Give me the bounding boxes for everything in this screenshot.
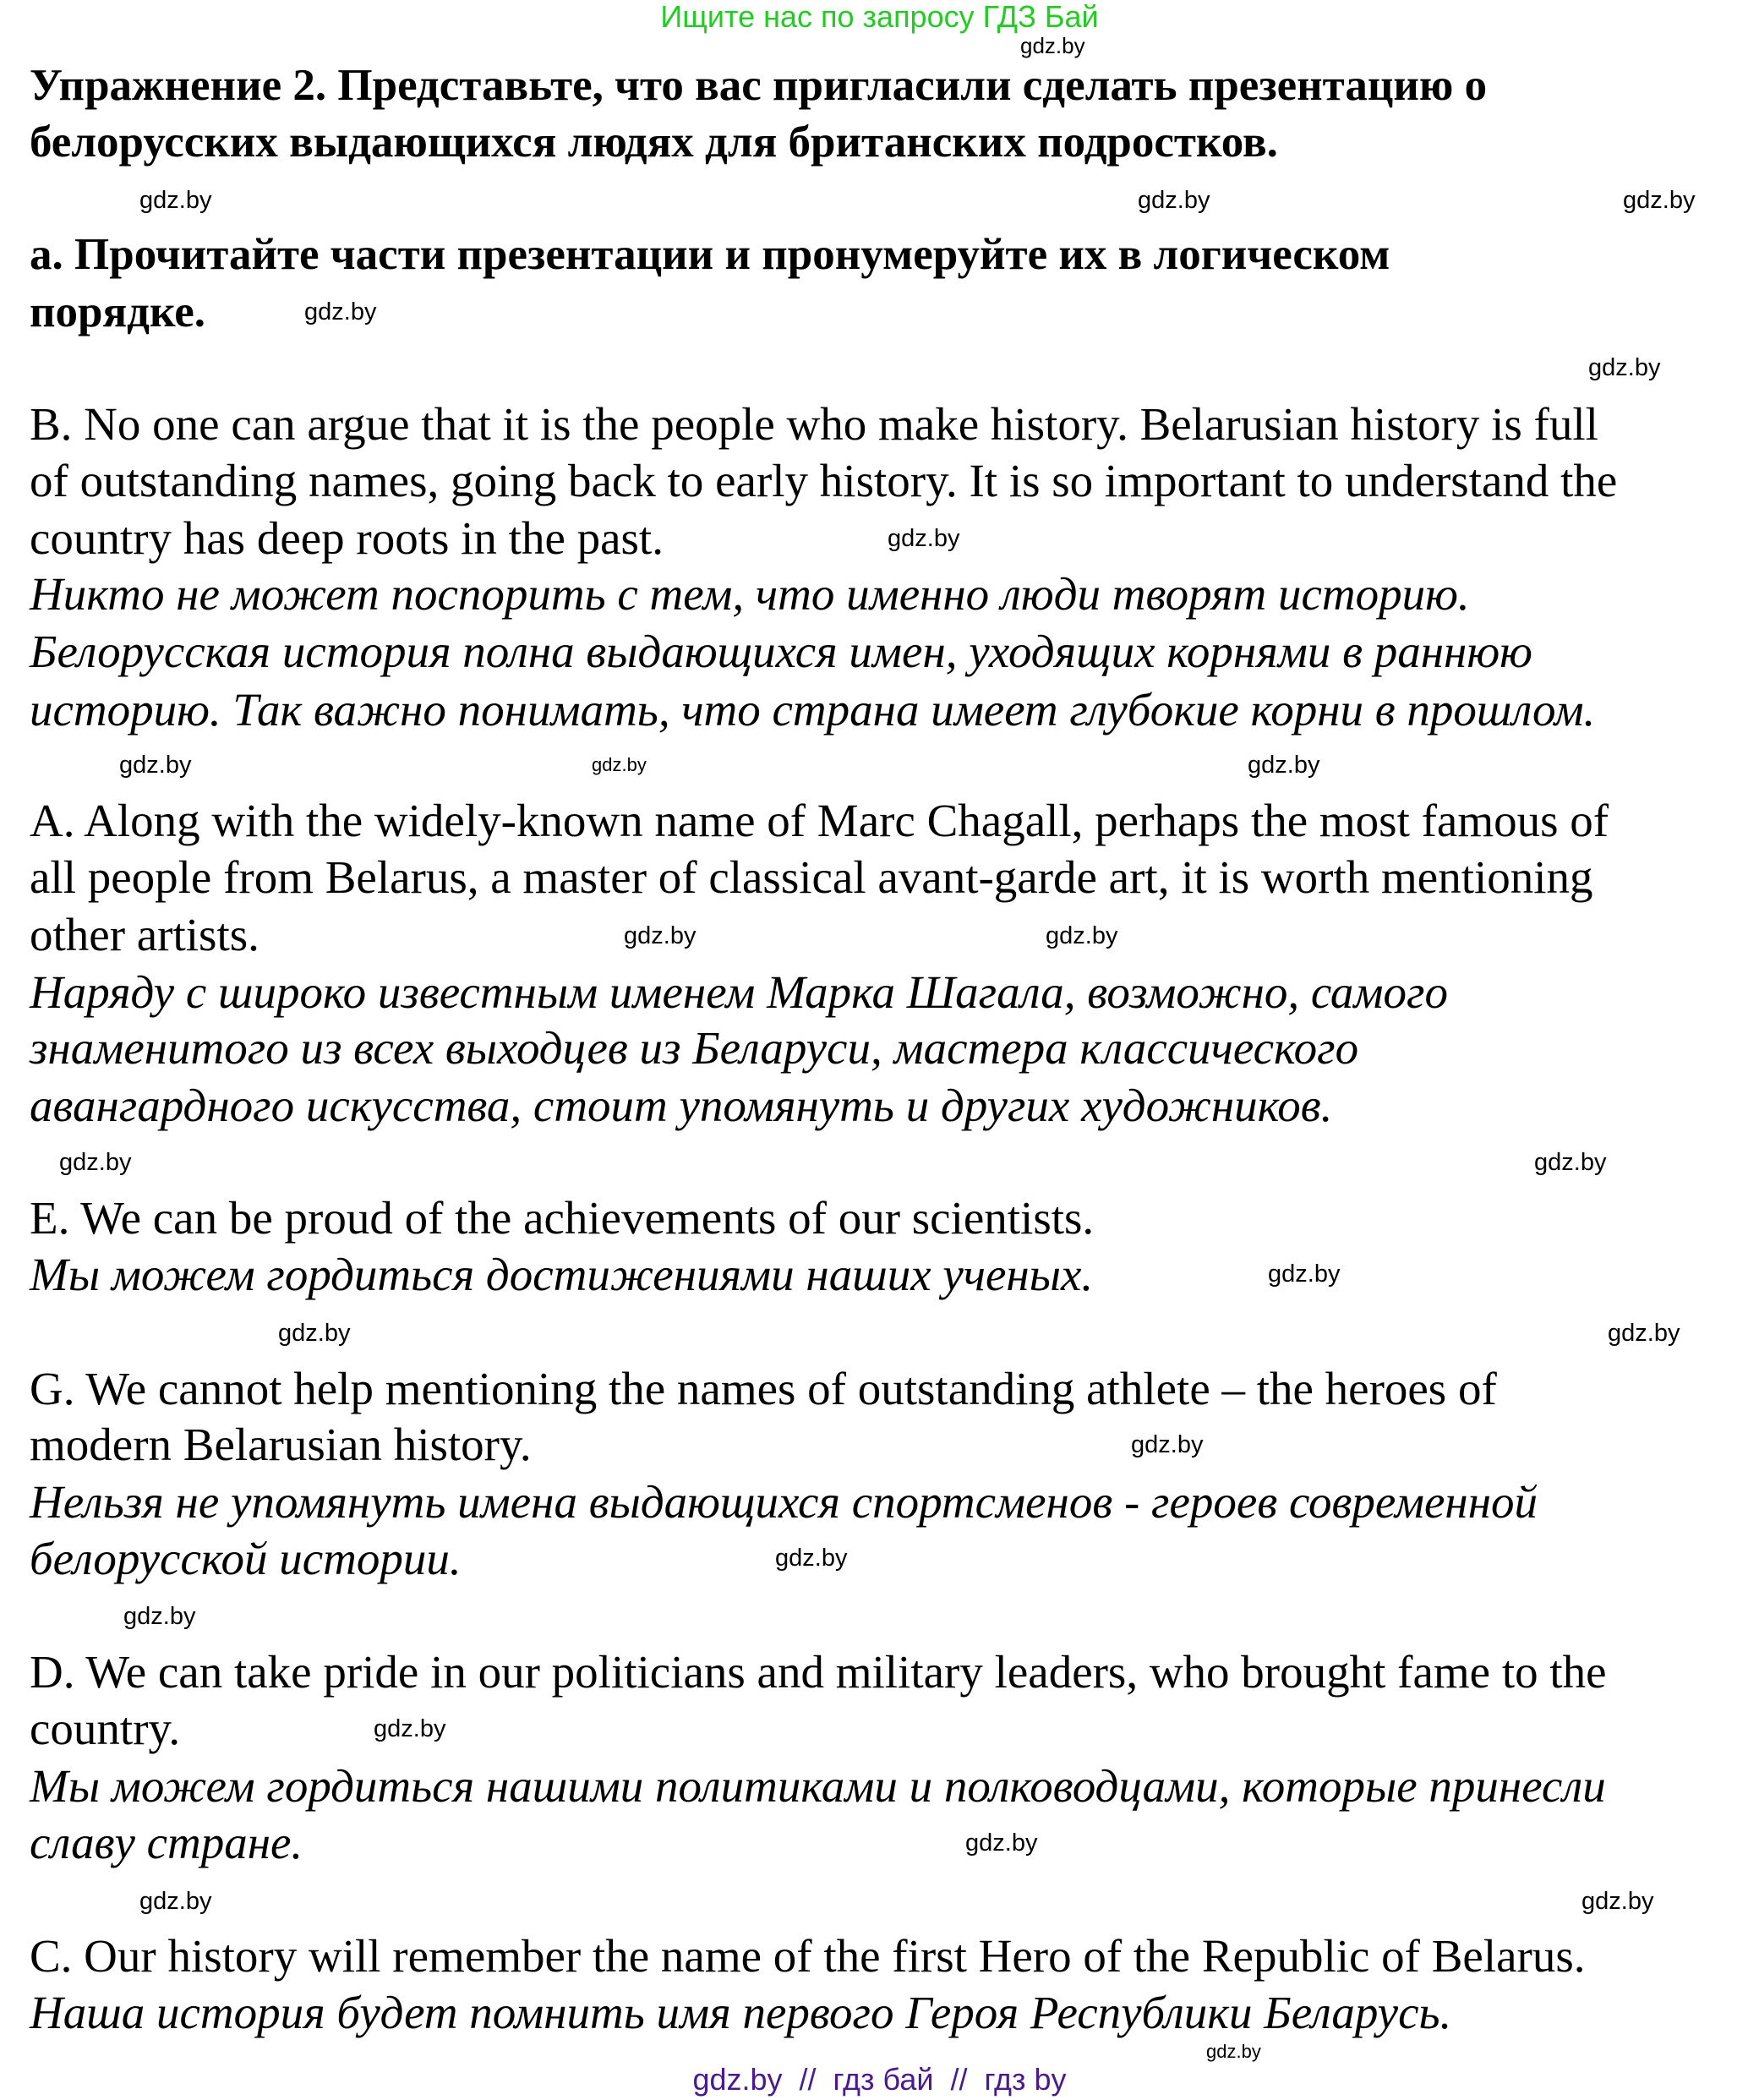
paragraph-e-ru: Мы можем гордиться достижениями наших ученых.	[30, 1249, 1094, 1300]
paragraph-e-en: E. We can be proud of the achievements of our scientists.	[30, 1192, 1095, 1244]
paragraph-a-en: other artists.	[30, 909, 259, 960]
paragraph-d-ru: славу стране.	[30, 1817, 303, 1868]
paragraph-g-en: modern Belarusian history.	[30, 1419, 532, 1470]
watermark: gdz.by	[624, 922, 696, 949]
watermark: gdz.by	[278, 1320, 351, 1347]
exercise-title-line: белорусских выдающихся людях для британских подростков.	[30, 118, 1278, 167]
watermark: gdz.by	[123, 1603, 196, 1630]
paragraph-b-en: country has deep roots in the past.	[30, 512, 664, 564]
watermark: gdz.by	[119, 752, 192, 779]
watermark: gdz.by	[1623, 187, 1696, 214]
paragraph-b-ru: историю. Так важно понимать, что страна имеет глубокие корни в прошлом.	[30, 684, 1596, 736]
watermark: gdz.by	[1046, 922, 1118, 949]
watermark: gdz.by	[1268, 1261, 1341, 1288]
task-instruction-line: порядке.	[30, 287, 205, 336]
paragraph-a-en: A. Along with the widely-known name of Marc Chagall, perhaps the most famous of	[30, 795, 1609, 846]
paragraph-d-ru: Мы можем гордиться нашими политиками и полководцами, которые принесли	[30, 1760, 1606, 1812]
paragraph-a-ru: авангардного искусства, стоит упомянуть и других художников.	[30, 1080, 1333, 1131]
watermark: gdz.by	[139, 1888, 212, 1915]
watermark: gdz.by	[1206, 2041, 1261, 2062]
paragraph-g-en: G. We cannot help mentioning the names of outstanding athlete – the heroes of	[30, 1363, 1497, 1414]
watermark: gdz.by	[59, 1149, 132, 1176]
watermark: gdz.by	[1138, 187, 1210, 214]
watermark: gdz.by	[1020, 33, 1085, 58]
paragraph-g-ru: Нельзя не упомянуть имена выдающихся спортсменов - героев современной	[30, 1476, 1538, 1528]
paragraph-a-ru: знаменитого из всех выходцев из Беларуси, мастера классического	[30, 1022, 1359, 1074]
paragraph-c-en: C. Our history will remember the name of the first Hero of the Republic of Belarus.	[30, 1930, 1586, 1982]
watermark: gdz.by	[775, 1545, 848, 1572]
watermark: gdz.by	[1131, 1431, 1204, 1458]
paragraph-a-ru: Наряду с широко известным именем Марка Шагала, возможно, самого	[30, 966, 1448, 1018]
watermark: gdz.by	[965, 1829, 1038, 1857]
paragraph-b-ru: Белорусская история полна выдающихся имен, уходящих корнями в раннюю	[30, 626, 1532, 677]
paragraph-b-ru: Никто не может поспорить с тем, что именно люди творят историю.	[30, 568, 1470, 620]
watermark: gdz.by	[1581, 1888, 1654, 1915]
paragraph-b-en: B. No one can argue that it is the people who make history. Belarusian history is full	[30, 398, 1598, 450]
watermark: gdz.by	[1608, 1320, 1680, 1347]
paragraph-d-en: D. We can take pride in our politicians and military leaders, who brought fame to the	[30, 1646, 1607, 1698]
paragraph-d-en: country.	[30, 1703, 181, 1754]
paragraph-a-en: all people from Belarus, a master of classical avant-garde art, it is worth mentioning	[30, 851, 1593, 903]
paragraph-b-en: of outstanding names, going back to early history. It is so important to understand the	[30, 455, 1618, 506]
footer-links: gdz.by // гдз бай // гдз by	[692, 2062, 1067, 2097]
watermark: gdz.by	[1248, 752, 1320, 779]
exercise-title-line: Упражнение 2. Представьте, что вас пригласили сделать презентацию о	[30, 61, 1488, 110]
watermark: gdz.by	[592, 754, 647, 775]
watermark: gdz.by	[888, 525, 960, 552]
watermark: gdz.by	[1588, 354, 1661, 381]
paragraph-g-ru: белорусской истории.	[30, 1533, 462, 1584]
watermark: gdz.by	[374, 1715, 446, 1742]
search-banner: Ищите нас по запросу ГДЗ Бай	[660, 0, 1099, 34]
watermark: gdz.by	[1534, 1149, 1607, 1176]
watermark: gdz.by	[139, 187, 212, 214]
watermark: gdz.by	[304, 298, 377, 325]
task-instruction-line: а. Прочитайте части презентации и пронумеруйте их в логическом	[30, 230, 1390, 279]
paragraph-c-ru: Наша история будет помнить имя первого Героя Республики Беларусь.	[30, 1987, 1452, 2038]
